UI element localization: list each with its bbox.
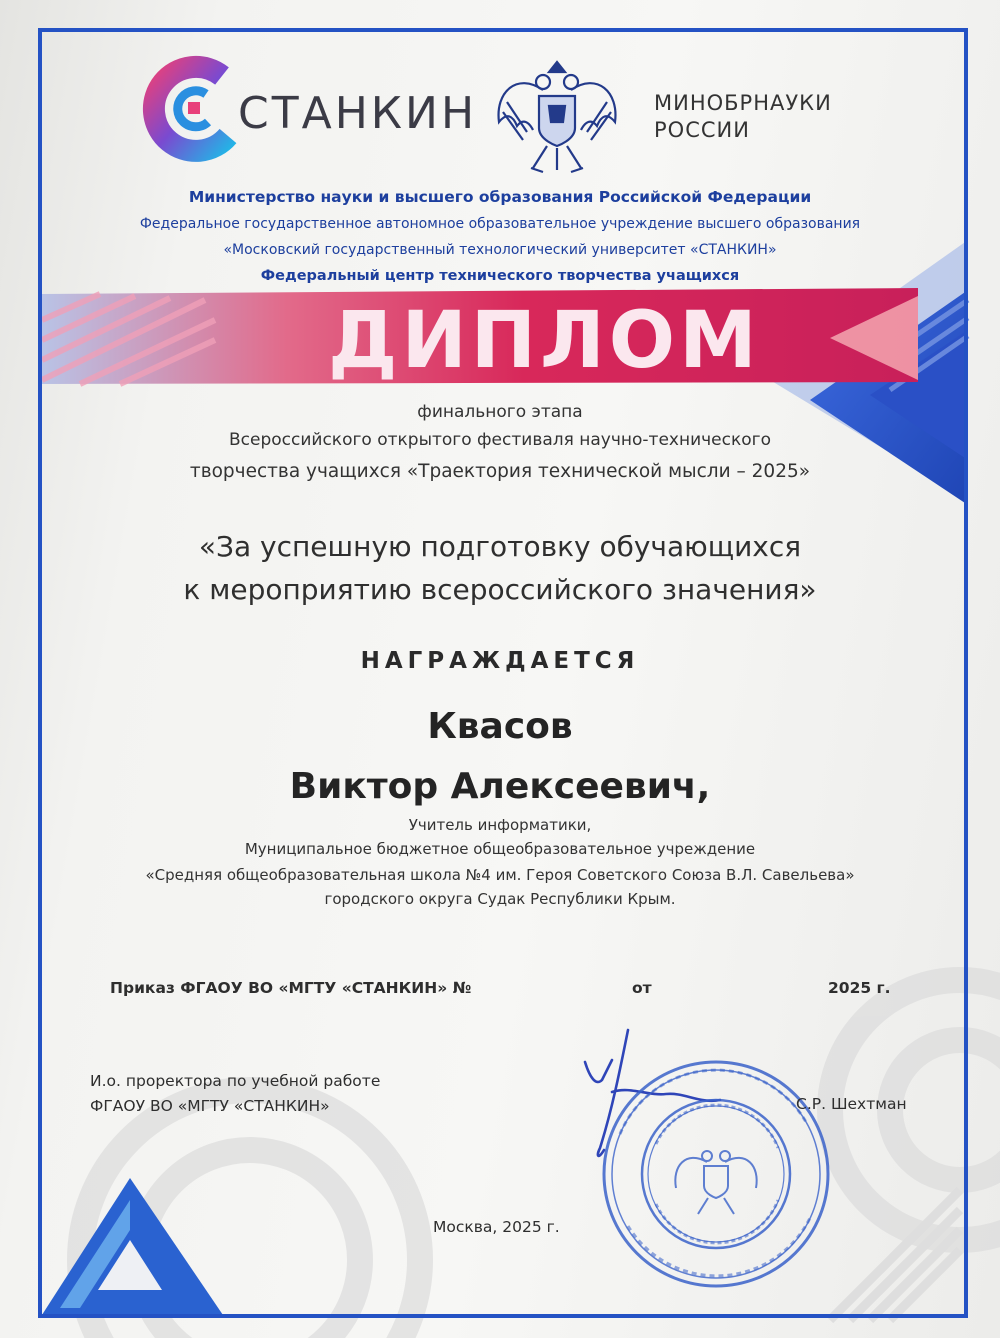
minobrnauki-line1: МИНОБРНАУКИ: [654, 91, 832, 115]
nomination-line-2: к мероприятию всероссийского значения»: [183, 573, 817, 606]
recipient-institution-line-2: «Средняя общеобразовательная школа №4 им. Героя Советского Союза В.Л. Савельева»: [145, 866, 855, 884]
diploma-title: ДИПЛОМ: [328, 296, 761, 386]
recipient-surname: Квасов: [427, 706, 573, 747]
festival-line-1: Всероссийского открытого фестиваля научно-технического: [229, 430, 771, 450]
awarded-heading: НАГРАЖДАЕТСЯ: [360, 648, 640, 674]
minobrnauki-line2: РОССИИ: [654, 118, 750, 142]
recipient-institution-line-3: городского округа Судак Республики Крым.: [324, 890, 676, 908]
signer-title-line-1: И.о. проректора по учебной работе: [90, 1072, 381, 1090]
ministry-name: Министерство науки и высшего образования Российской Федерации: [188, 188, 812, 206]
institution-line-2: «Московский государственный технологический университет «СТАНКИН»: [223, 242, 777, 258]
festival-line-2: творчества учащихся «Траектория технической мысли – 2025»: [189, 461, 811, 482]
signer-name: С.Р. Шехтман: [796, 1095, 907, 1113]
nomination-line-1: «За успешную подготовку обучающихся: [198, 530, 802, 563]
recipient-position: Учитель информатики,: [408, 816, 592, 834]
center-name: Федеральный центр технического творчества учащихся: [260, 268, 740, 284]
minobrnauki-label: [654, 90, 832, 144]
stage-text: финального этапа: [417, 402, 583, 422]
recipient-institution-line-1: Муниципальное бюджетное общеобразовательное учреждение: [244, 840, 756, 858]
recipient-name: Виктор Алексеевич,: [289, 766, 711, 807]
city-year: Москва, 2025 г.: [433, 1218, 560, 1236]
order-from: от: [632, 979, 652, 997]
institution-line-1: Федеральное государственное автономное образовательное учреждение высшего образования: [139, 216, 861, 232]
signer-title-line-2: ФГАОУ ВО «МГТУ «СТАНКИН»: [90, 1097, 330, 1115]
stankin-logo-text: СТАНКИН: [238, 88, 478, 139]
order-label: Приказ ФГАОУ ВО «МГТУ «СТАНКИН» №: [110, 979, 472, 997]
order-year: 2025 г.: [828, 979, 891, 997]
